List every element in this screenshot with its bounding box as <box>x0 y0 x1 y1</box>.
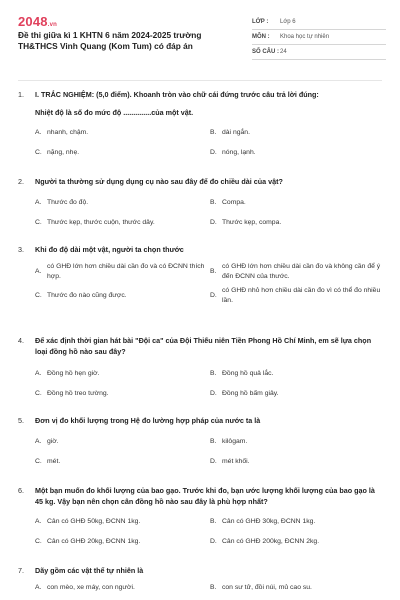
options-list <box>35 432 384 472</box>
option-b[interactable]: B. Compa. <box>210 199 246 207</box>
question-text: I. TRẮC NGHIỆM: (5,0 điểm). Khoanh tròn vào chữ cái đứng trước câu trả lời đúng: <box>35 90 319 99</box>
options-list <box>35 193 384 233</box>
option-a[interactable]: A. Đồng hồ hẹn giờ. <box>35 369 100 377</box>
option-a[interactable]: A. Thước đo độ. <box>35 199 89 207</box>
option-a[interactable]: A. nhanh, chậm. <box>35 128 89 136</box>
question-text: Đơn vị đo khối lượng trong Hệ đo lường hợp pháp của nước ta là <box>35 416 261 425</box>
option-b[interactable]: B. kilôgam. <box>210 438 248 446</box>
question-text: Khi đo độ dài một vật, người ta chọn thước <box>35 245 184 254</box>
meta-value: 24 <box>280 49 287 55</box>
question-text: Dãy gồm các vật thể tự nhiên là <box>35 566 144 575</box>
question-number: 1. <box>18 90 24 99</box>
site-logo[interactable]: 2048.vn <box>18 14 58 29</box>
meta-value: Lớp 6 <box>280 19 296 25</box>
document-title: Đề thi giữa kì 1 KHTN 6 năm 2024-2025 trường TH&THCS Vinh Quang (Kom Tum) có đáp án <box>18 30 202 51</box>
meta-row-count <box>252 45 386 60</box>
option-d[interactable]: D. có GHĐ nhỏ hơn chiều dài cần đo vì có thể đo nhiều lần. <box>210 287 381 304</box>
options-list <box>35 512 384 552</box>
question-5 <box>18 416 384 472</box>
question-text: Người ta thường sử dụng dụng cụ nào sau đây để đo chiều dài của vật? <box>35 177 283 186</box>
options-list <box>35 578 384 598</box>
option-d[interactable]: D. Cân có GHĐ 200kg, ĐCNN 2kg. <box>210 537 320 545</box>
option-b[interactable]: B. Cân có GHĐ 30kg, ĐCNN 1kg. <box>210 517 316 525</box>
option-d[interactable]: D. Đồng hồ bấm giây. <box>210 389 279 397</box>
question-number: 2. <box>18 177 24 186</box>
meta-key: SỐ CÂU : <box>252 49 279 55</box>
option-c[interactable]: C. Thước kẹp, thước cuộn, thước dây. <box>35 219 155 227</box>
meta-key: LỚP : <box>252 19 269 25</box>
question-number: 6. <box>18 486 24 495</box>
option-c[interactable]: C. mét. <box>35 458 61 466</box>
header-divider <box>18 80 382 81</box>
option-a[interactable]: A. Cân có GHĐ 50kg, ĐCNN 1kg. <box>35 517 141 525</box>
meta-key: MÔN : <box>252 34 270 40</box>
option-b[interactable]: B. Đồng hồ quả lắc. <box>210 369 274 377</box>
question-text: Một bạn muốn đo khối lượng của bao gạo. Trước khi đo, bạn ước lượng khối lượng của bao gạo là 45 kg. Vậy bạn nên chọn cân đồng hồ nào sau đây là phù hợp nhất? <box>35 486 375 506</box>
option-c[interactable]: C. nặng, nhẹ. <box>35 148 80 156</box>
option-c[interactable]: C. Thước đo nào cũng được. <box>35 292 127 300</box>
question-1 <box>18 90 384 163</box>
question-text: Để xác định thời gian hát bài "Đội ca" của Đội Thiếu niên Tiền Phong Hồ Chí Minh, em sẽ lựa chọn loại đồng hồ nào sau đây? <box>35 336 372 356</box>
options-list <box>35 364 384 404</box>
meta-row-subject <box>252 30 386 45</box>
meta-value: Khoa học tự nhiên <box>280 34 330 40</box>
option-d[interactable]: D. mét khối. <box>210 458 250 466</box>
meta-row-class <box>252 15 386 30</box>
question-number: 3. <box>18 245 24 254</box>
options-list <box>35 123 384 163</box>
question-3 <box>18 245 384 306</box>
question-number: 5. <box>18 416 24 425</box>
option-b[interactable]: B. dài ngắn. <box>210 128 250 136</box>
question-number: 4. <box>18 336 24 345</box>
question-2 <box>18 177 384 233</box>
question-number: 7. <box>18 566 24 575</box>
option-b[interactable]: B. con sư tử, đồi núi, mủ cao su. <box>210 584 312 592</box>
question-4 <box>18 336 384 404</box>
option-a[interactable]: A. con mèo, xe máy, con người. <box>35 584 135 592</box>
option-d[interactable]: D. nóng, lạnh. <box>210 148 256 156</box>
question-subtext: Nhiệt độ là số đo mức độ ..............của một vật. <box>35 107 194 117</box>
document-header <box>0 0 400 84</box>
option-a[interactable]: A. giờ. <box>35 438 59 446</box>
option-c[interactable]: C. Cân có GHĐ 20kg, ĐCNN 1kg. <box>35 537 141 545</box>
question-6 <box>18 486 384 552</box>
option-d[interactable]: D. Thước kẹp, compa. <box>210 219 282 227</box>
option-c[interactable]: C. Đồng hồ treo tường. <box>35 389 109 397</box>
options-list <box>35 262 384 306</box>
question-7 <box>18 566 384 598</box>
option-a[interactable]: A. có GHĐ lớn hơn chiều dài cần đo và có ĐCNN thích hợp. <box>35 263 205 280</box>
option-b[interactable]: B. có GHĐ lớn hơn chiều dài cần đo và không cần để ý đến ĐCNN của thước. <box>210 263 381 280</box>
meta-table <box>252 15 386 60</box>
